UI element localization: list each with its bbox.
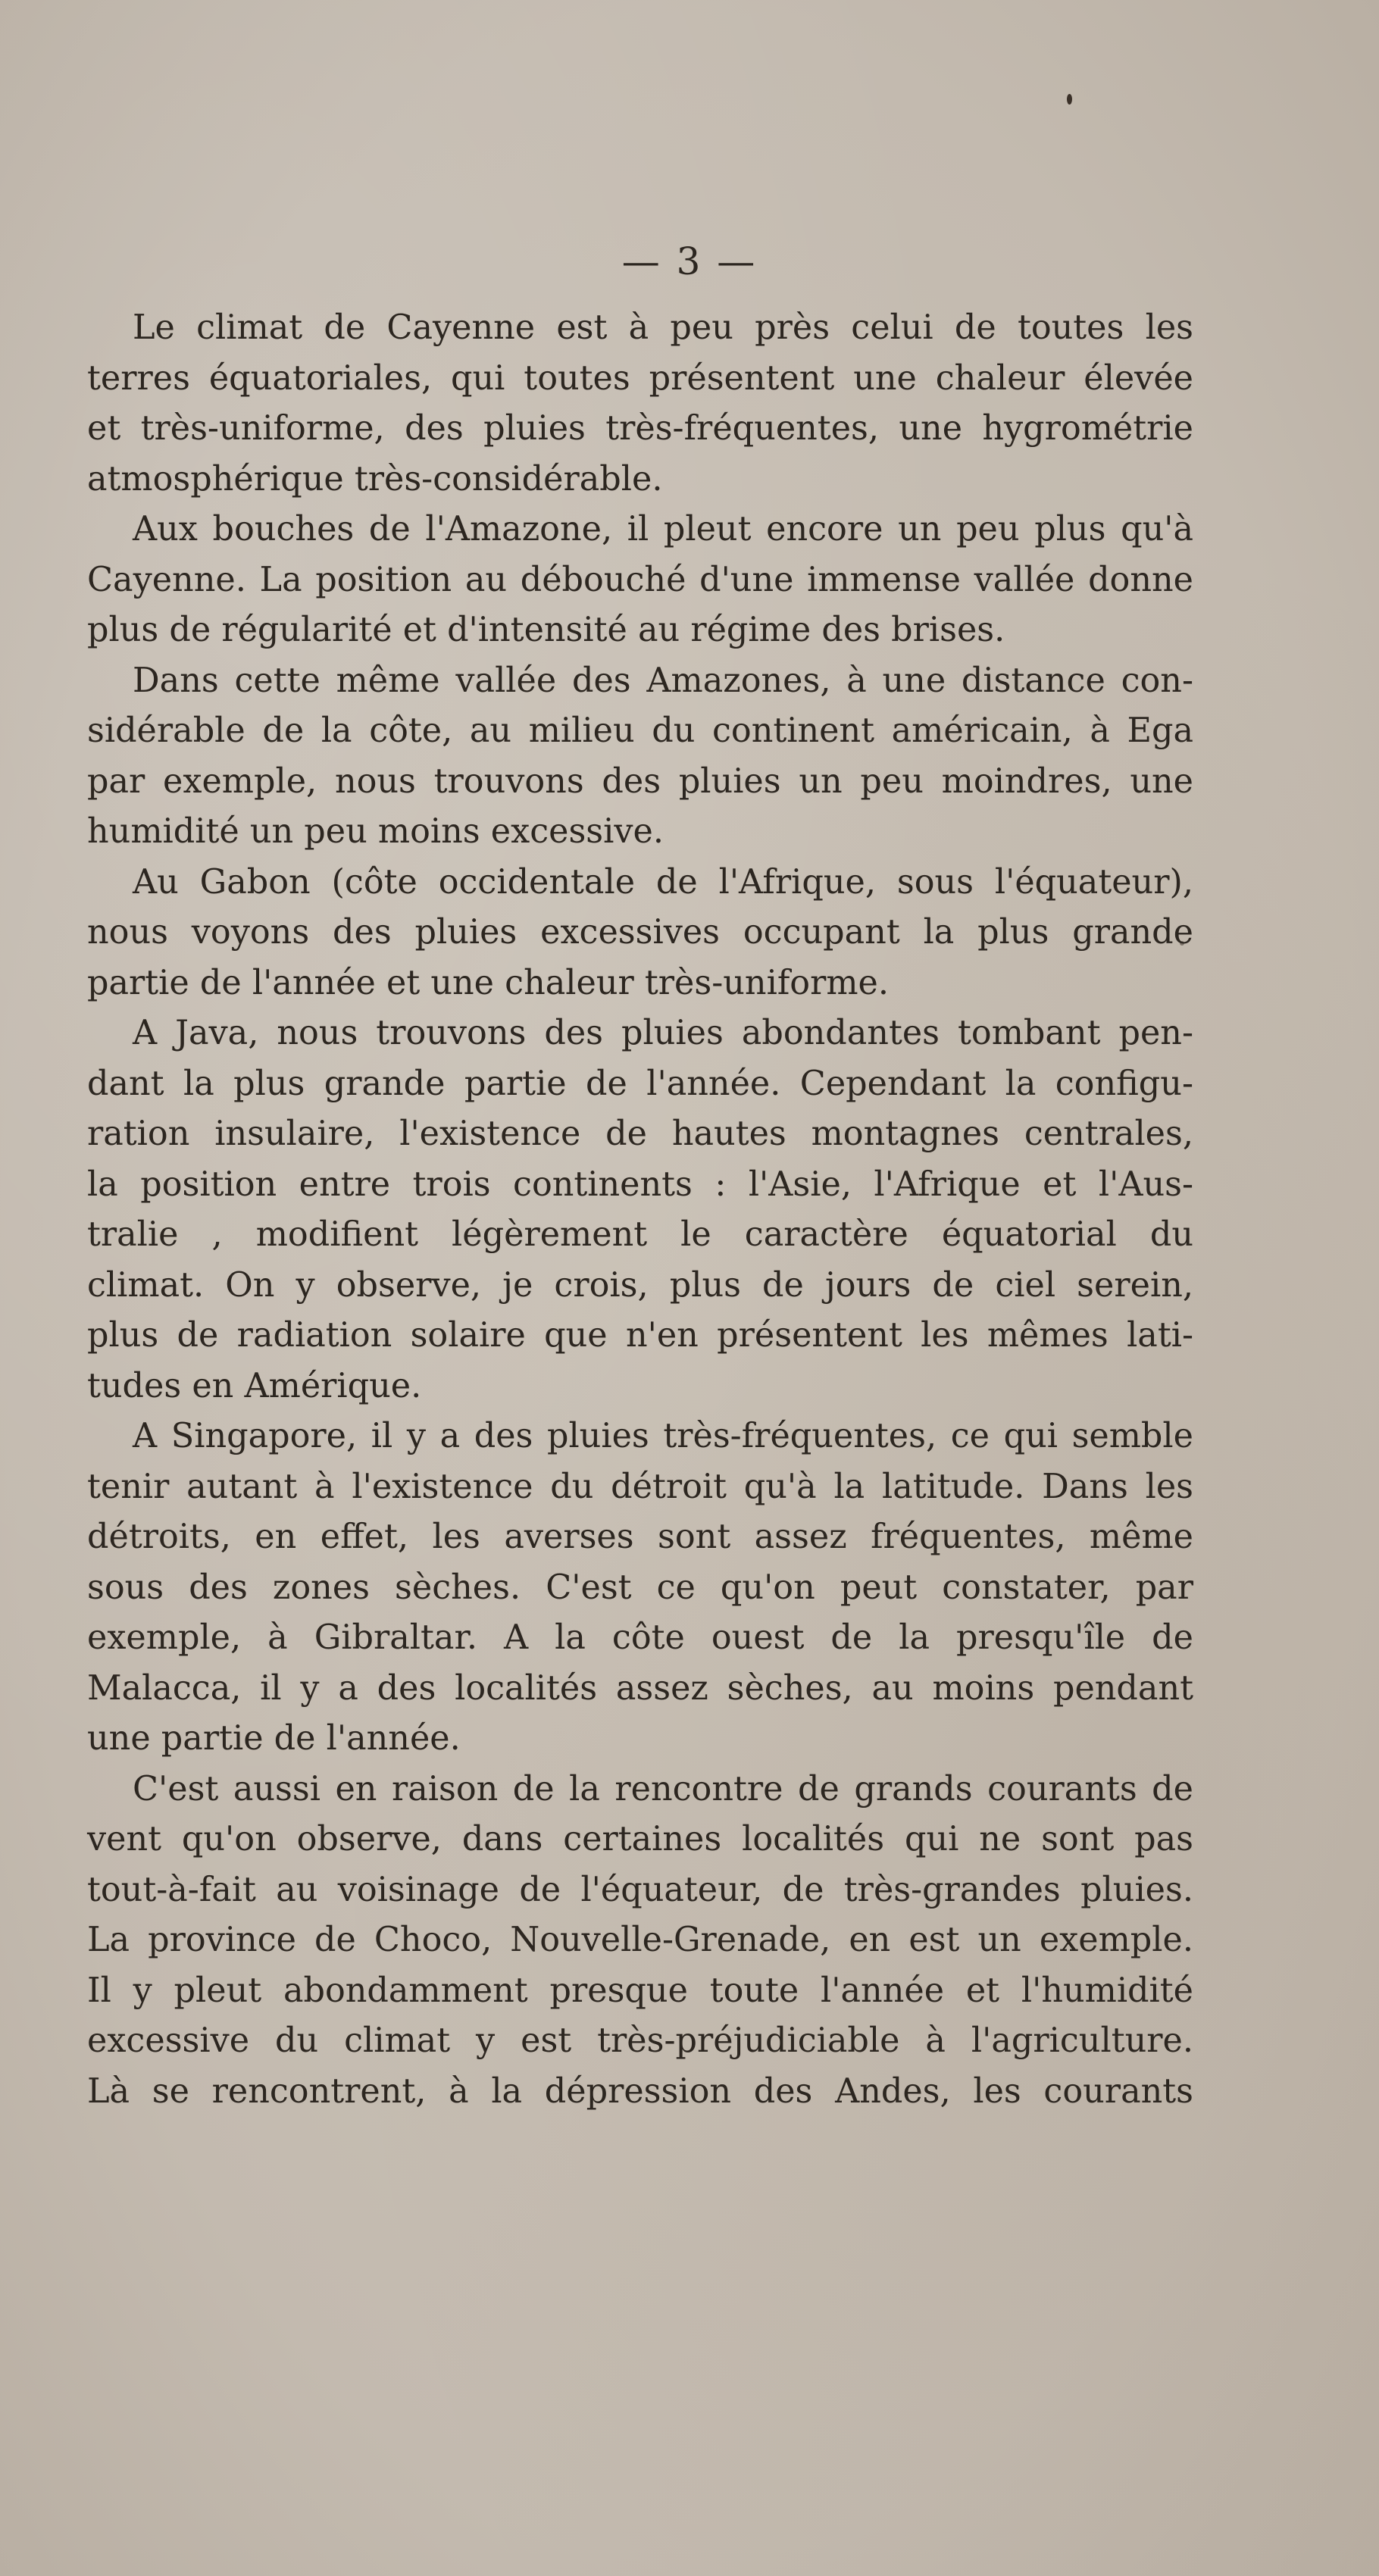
text-line: Au Gabon (côte occidentale de l'Afrique, sous l'équateur),: [133, 862, 1193, 902]
text-line: Le climat de Cayenne est à peu près celui de toutes les: [133, 308, 1193, 347]
text-line: A Java, nous trouvons des pluies abondantes tombant pen-: [133, 1014, 1193, 1052]
text-line: plus de régularité et d'intensité au régime des brises.: [87, 611, 1005, 649]
text-line: terres équatoriales, qui toutes présentent une chaleur élevée: [87, 358, 1193, 398]
ink-speck: [1067, 94, 1072, 105]
text-line: vent qu'on observe, dans certaines localités qui ne sont pas: [87, 1820, 1193, 1859]
text-line: tralie , modifient légèrement le caractère équatorial du: [87, 1215, 1193, 1254]
text-line: La province de Choco, Nouvelle-Grenade, en est un exemple.: [87, 1921, 1193, 1959]
text-line: Cayenne. La position au débouché d'une immense vallée donne: [87, 560, 1193, 599]
text-line: C'est aussi en raison de la rencontre de grands courants de: [133, 1769, 1193, 1809]
text-line: Aux bouches de l'Amazone, il pleut encore un peu plus qu'à: [133, 510, 1193, 549]
text-line: détroits, en effet, les averses sont assez fréquentes, même: [87, 1518, 1193, 1556]
text-line: excessive du climat y est très-préjudiciable à l'agriculture.: [87, 2021, 1193, 2060]
text-line: A Singapore, il y a des pluies très-fréquentes, ce qui semble: [133, 1417, 1193, 1455]
text-line: nous voyons des pluies excessives occupant la plus grande: [87, 913, 1193, 952]
text-line: plus de radiation solaire que n'en présentent les mêmes lati-: [87, 1316, 1193, 1355]
text-line: atmosphérique très-considérable.: [87, 459, 663, 499]
text-line: tenir autant à l'existence du détroit qu'à la latitude. Dans les: [87, 1467, 1193, 1506]
text-line: climat. On y observe, je crois, plus de jours de ciel serein,: [87, 1265, 1193, 1305]
text-line: partie de l'année et une chaleur très-uniforme.: [87, 963, 890, 1002]
text-line: et très-uniforme, des pluies très-fréquentes, une hygrométrie: [87, 409, 1193, 448]
page-number: — 3 —: [621, 239, 758, 283]
text-line: par exemple, nous trouvons des pluies un peu moindres, une: [87, 761, 1193, 801]
text-line: Là se rencontrent, à la dépression des Andes, les courants: [87, 2071, 1193, 2111]
text-line: tout-à-fait au voisinage de l'équateur, de très-grandes pluies.: [87, 1870, 1193, 1909]
body-text: [87, 303, 1193, 2117]
text-line: exemple, à Gibraltar. A la côte ouest de la presqu'île de: [87, 1618, 1193, 1657]
text-line: dant la plus grande partie de l'année. Cependant la configu-: [87, 1064, 1193, 1103]
text-line: sidérable de la côte, au milieu du continent américain, à Ega: [87, 711, 1193, 750]
text-line: ration insulaire, l'existence de hautes montagnes centrales,: [87, 1114, 1193, 1153]
text-line: sous des zones sèches. C'est ce qu'on peut constater, par: [87, 1568, 1193, 1607]
text-line: Dans cette même vallée des Amazones, à une distance con-: [133, 661, 1193, 700]
text-line: Malacca, il y a des localités assez sèches, au moins pendant: [87, 1668, 1193, 1708]
text-line: une partie de l'année.: [87, 1719, 461, 1758]
text-line: tudes en Amérique.: [87, 1366, 422, 1405]
text-line: humidité un peu moins excessive.: [87, 812, 664, 851]
text-line: Il y pleut abondamment presque toute l'année et l'humidité: [87, 1971, 1193, 2010]
text-line: la position entre trois continents : l'Asie, l'Afrique et l'Aus-: [87, 1165, 1193, 1204]
